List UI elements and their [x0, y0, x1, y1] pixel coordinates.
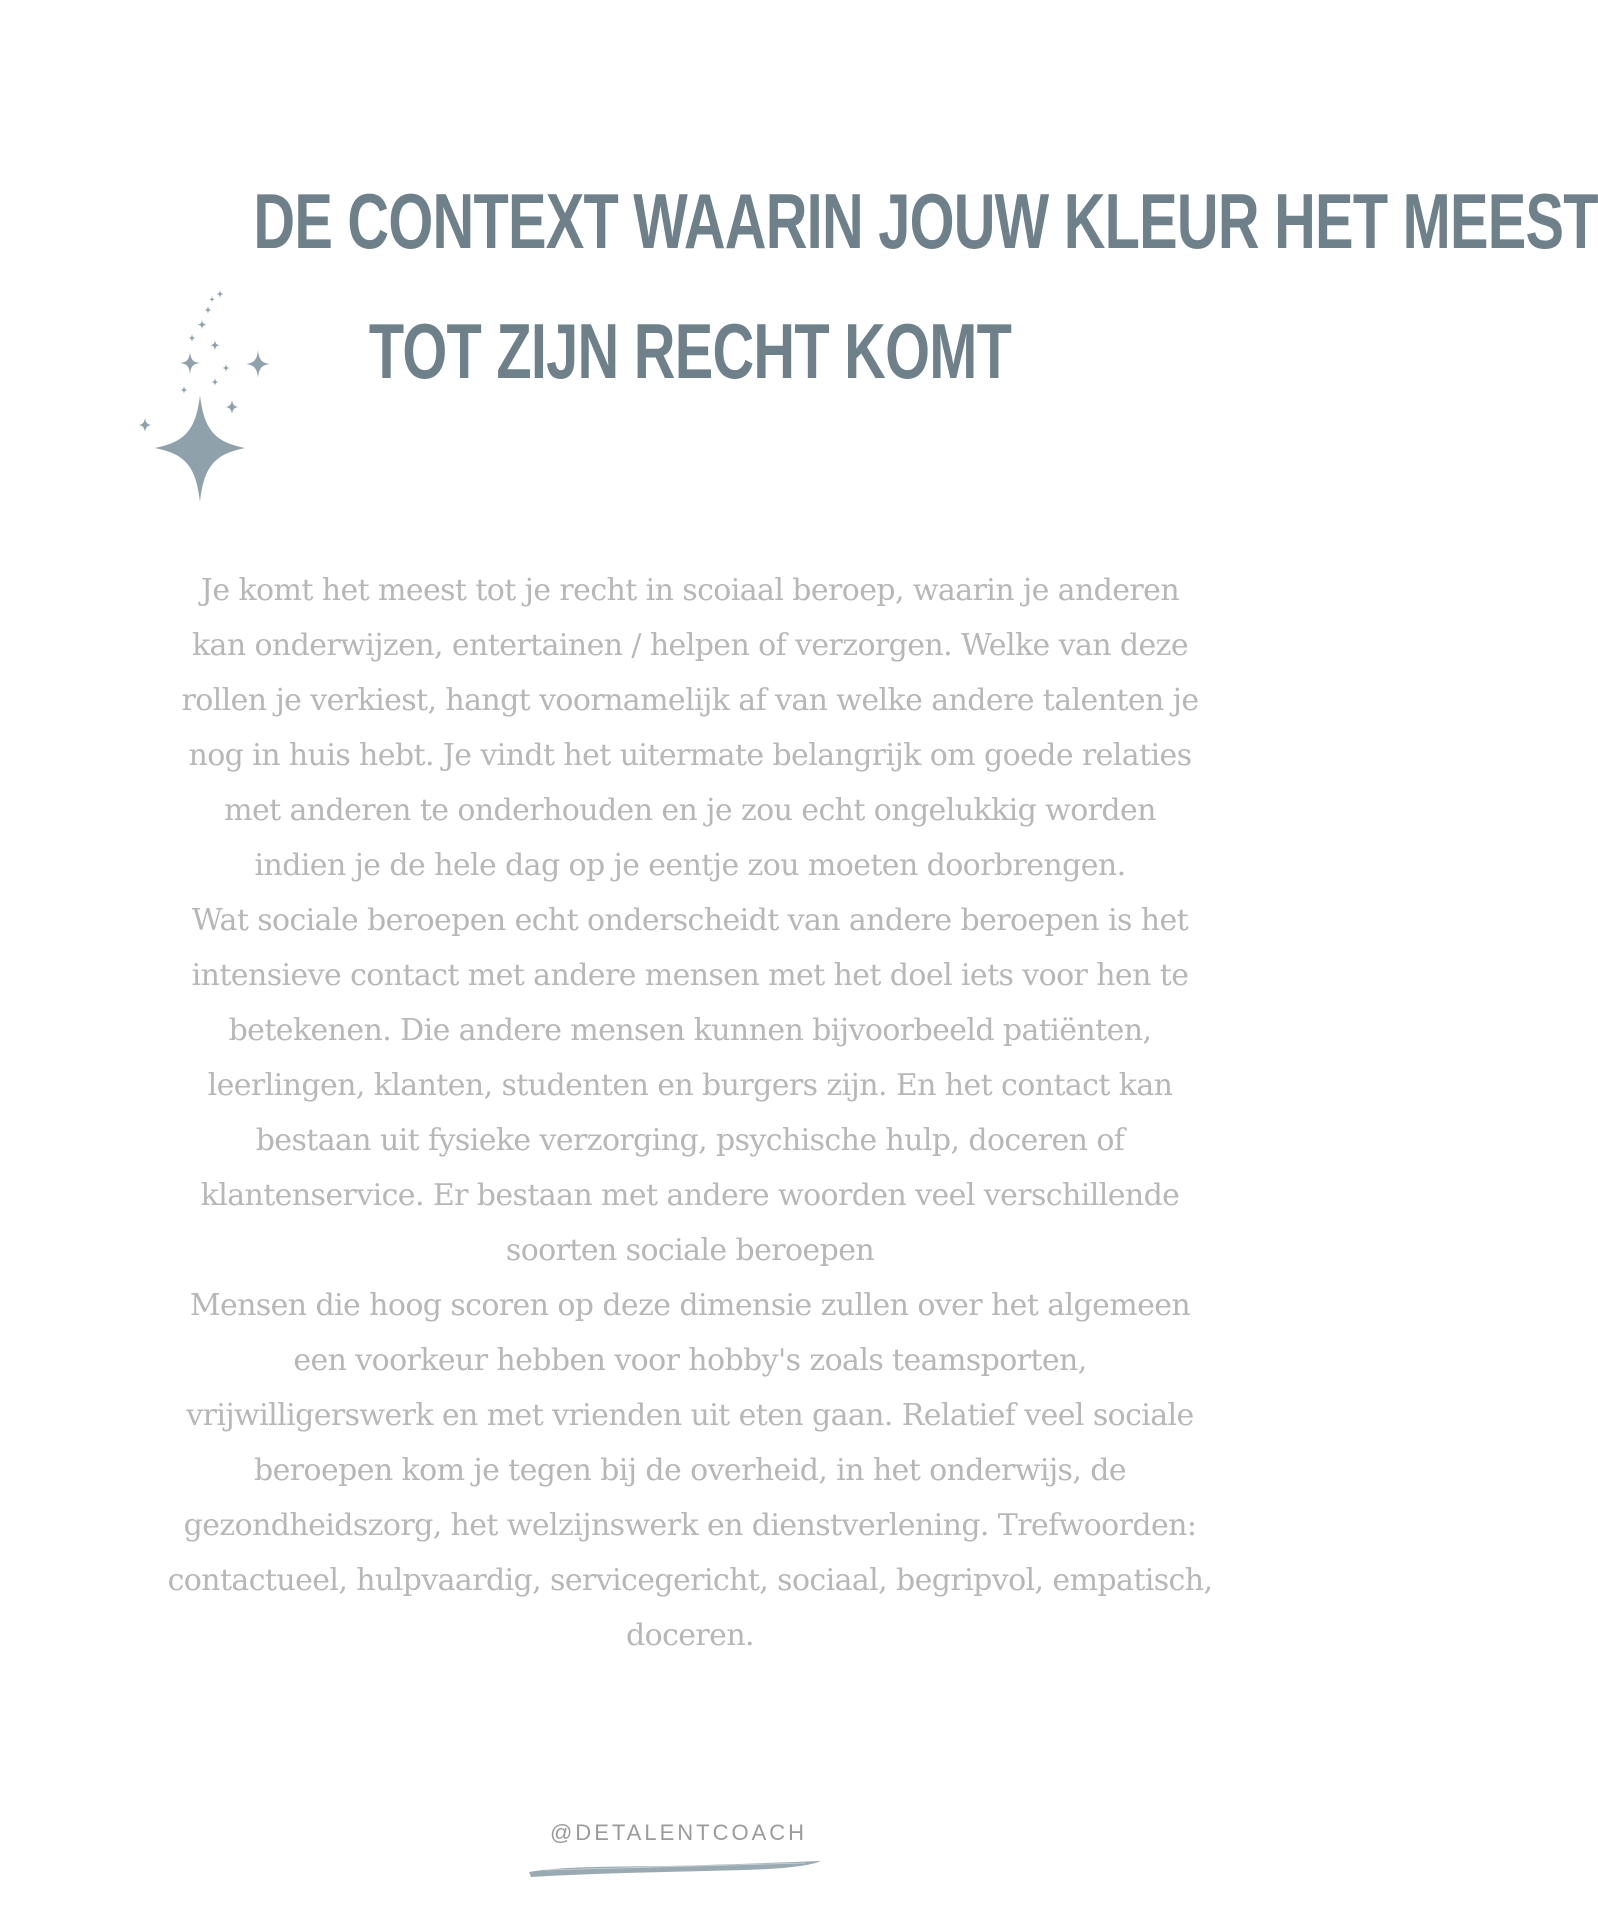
body-line: kan onderwijzen, entertainen / helpen of verzorgen. Welke van deze: [191, 628, 1189, 663]
body-line: gezondheidszorg, het welzijnswerk en dienstverlening. Trefwoorden:: [183, 1508, 1197, 1543]
body-line: een voorkeur hebben voor hobby's zoals teamsporten,: [293, 1343, 1087, 1378]
body-line: klantenservice. Er bestaan met andere woorden veel verschillende: [200, 1178, 1180, 1213]
body-paragraph: [120, 563, 1260, 1663]
sparkles-icon: [130, 290, 280, 510]
body-line: contactueel, hulpvaardig, servicegericht, sociaal, begripvol, empatisch,: [167, 1563, 1213, 1598]
brush-stroke-divider: [525, 1858, 825, 1880]
body-line: bestaan uit fysieke verzorging, psychische hulp, doceren of: [255, 1123, 1125, 1158]
body-line: intensieve contact met andere mensen met het doel iets voor hen te: [191, 958, 1189, 993]
body-line: beroepen kom je tegen bij de overheid, in het onderwijs, de: [254, 1453, 1126, 1488]
page-title-line-1: DE CONTEXT WAARIN JOUW KLEUR HET MEEST: [253, 177, 1598, 265]
body-line: soorten sociale beroepen: [505, 1233, 875, 1268]
body-line: nog in huis hebt. Je vindt het uitermate belangrijk om goede relaties: [188, 738, 1192, 773]
body-line: met anderen te onderhouden en je zou echt ongelukkig worden: [224, 793, 1156, 828]
body-line: doceren.: [626, 1618, 754, 1653]
page-title-line-2: TOT ZIJN RECHT KOMT: [368, 307, 1012, 395]
body-line: Wat sociale beroepen echt onderscheidt van andere beroepen is het: [191, 903, 1189, 938]
body-line: Mensen die hoog scoren op deze dimensie zullen over het algemeen: [189, 1288, 1191, 1323]
body-line: vrijwilligerswerk en met vrienden uit eten gaan. Relatief veel sociale: [186, 1398, 1194, 1433]
body-line: betekenen. Die andere mensen kunnen bijvoorbeeld patiënten,: [228, 1013, 1152, 1048]
body-line: leerlingen, klanten, studenten en burgers zijn. En het contact kan: [207, 1068, 1173, 1103]
body-line: indien je de hele dag op je eentje zou moeten doorbrengen.: [254, 848, 1126, 883]
footer-handle: @DETALENTCOACH: [549, 1820, 808, 1845]
body-line: rollen je verkiest, hangt voornamelijk af van welke andere talenten je: [181, 683, 1199, 718]
body-line: Je komt het meest tot je recht in scoiaal beroep, waarin je anderen: [200, 573, 1180, 608]
